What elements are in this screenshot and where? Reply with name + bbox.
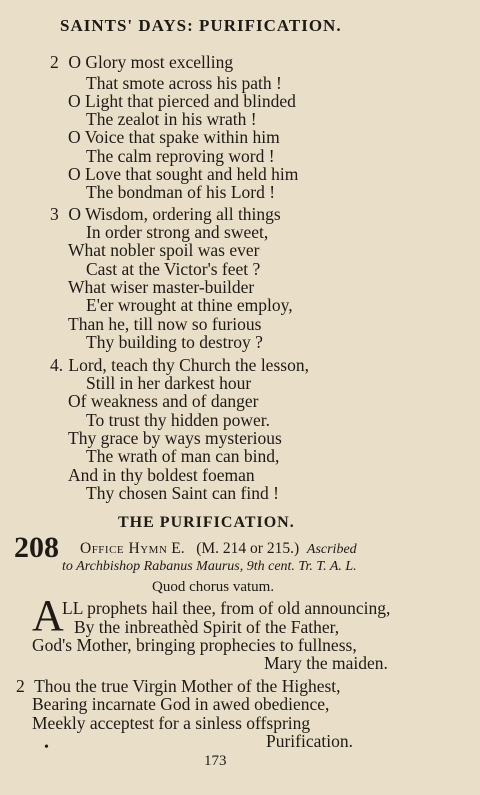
verse-number: 2 xyxy=(16,676,25,696)
section-title: THE PURIFICATION. xyxy=(118,514,295,531)
verse-number: 4. xyxy=(50,355,64,375)
verse-line: E'er wrought at thine employ, xyxy=(86,295,293,315)
verse-line: Thy chosen Saint can find ! xyxy=(86,483,279,503)
verse-line: 2 O Glory most excelling xyxy=(50,52,234,72)
verse-line: Of weakness and of danger xyxy=(68,391,259,411)
verse-line: The wrath of man can bind, xyxy=(86,446,280,466)
verse-line: 2 Thou the true Virgin Mother of the Highest, xyxy=(16,676,341,696)
verse-line: What wiser master-builder xyxy=(68,277,255,297)
latin-title: Quod chorus vatum. xyxy=(152,579,275,595)
verse-line: LL prophets hail thee, from of old announcing, xyxy=(62,598,391,618)
verse-line: And in thy boldest foeman xyxy=(68,465,255,485)
verse-line: Bearing incarnate God in awed obedience, xyxy=(32,694,330,714)
verse-line: The calm reproving word ! xyxy=(86,146,275,166)
printer-mark: • xyxy=(44,740,49,755)
verse-line: By the inbreathèd Spirit of the Father, xyxy=(74,617,340,637)
verse-line: Still in her darkest hour xyxy=(86,373,252,393)
ascribed-label: Ascribed xyxy=(306,542,357,557)
verse-line: Purification. xyxy=(266,731,353,751)
office-hymn-label: Office Hymn xyxy=(80,540,168,557)
verse-line: To trust thy hidden power. xyxy=(86,410,270,430)
season-label: E. xyxy=(171,540,185,557)
verse-line: 3 O Wisdom, ordering all things xyxy=(50,204,281,224)
verse-number: 2 xyxy=(50,52,59,72)
verse-number: 3 xyxy=(50,204,59,224)
running-header: SAINTS' DAYS: PURIFICATION. xyxy=(60,16,342,35)
verse-line: Thy grace by ways mysterious xyxy=(68,428,282,448)
verse-line: Thy building to destroy ? xyxy=(86,332,263,352)
verse-line: O Voice that spake within him xyxy=(68,127,280,147)
verse-line: God's Mother, bringing prophecies to fullness, xyxy=(32,635,357,655)
drop-capital: A xyxy=(32,591,64,640)
verse-line: What nobler spoil was ever xyxy=(68,240,260,260)
melody-reference: (M. 214 or 215.) xyxy=(196,540,300,557)
verse-line: Mary the maiden. xyxy=(264,653,388,673)
office-line xyxy=(80,540,357,558)
verse-line: Meekly acceptest for a sinless offspring xyxy=(32,713,311,733)
page-number: 173 xyxy=(204,753,227,769)
verse-line: In order strong and sweet, xyxy=(86,222,269,242)
verse-line: Cast at the Victor's feet ? xyxy=(86,259,261,279)
verse-line: O Light that pierced and blinded xyxy=(68,91,296,111)
verse-line: Than he, till now so furious xyxy=(68,314,262,334)
verse-line: 4. Lord, teach thy Church the lesson, xyxy=(50,355,309,375)
verse-line: The zealot in his wrath ! xyxy=(86,109,257,129)
hymn-number: 208 xyxy=(14,531,59,564)
verse-line: The bondman of his Lord ! xyxy=(86,182,276,202)
verse-line: That smote across his path ! xyxy=(86,73,282,93)
attribution: to Archbishop Rabanus Maurus, 9th cent. Tr. T. A. L. xyxy=(62,559,357,574)
verse-line: O Love that sought and held him xyxy=(68,164,299,184)
